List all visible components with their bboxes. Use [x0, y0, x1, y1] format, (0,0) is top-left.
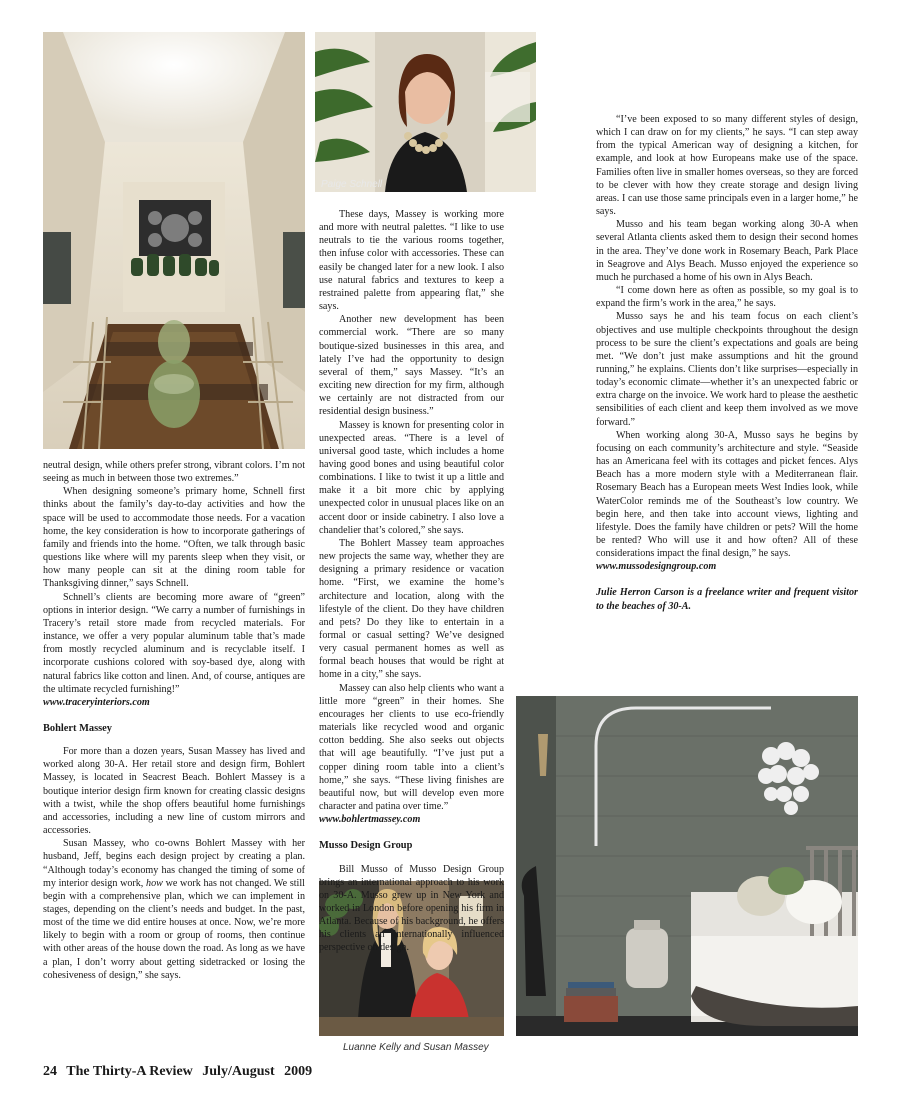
paragraph: These days, Massey is working more and more with neutral palettes. “I like to use neutrals to tie the various rooms together, then infuse color with accessories. These can easily be changed later for a new look. I also use natural fabrics and textures to keep a restrained palette from appearing flat,” she says. — [319, 209, 504, 313]
paragraph: Another new development has been commercial work. “There are so many boutique-sized businesses in this area, and lately I’ve had the opportunity to design several of them,” says Massey. “It’s an exciting new direction for my firm, although we certainly are not distracted from our residential design business.” — [319, 314, 504, 418]
paragraph: Susan Massey, who co-owns Bohlert Massey with her husband, Jeff, begins each design project by creating a plan. “Although today’s economy has changed the timing of some of my interior design work, how we work has not changed. We still begin with a comprehensive plan, which we can implement in stages, depending on the client’s needs and budget. In the past, most of the time we did entire houses at once. Now, we’re more likely to begin with a room or group of rooms, then continue with other areas of the house down the road. As long as we have a plan, I don’t worry about getting sidetracked or losing the cohesiveness of design,” she says. — [43, 838, 305, 981]
link-musso[interactable]: www.mussodesigngroup.com — [596, 561, 717, 573]
paragraph: neutral design, while others prefer strong, vibrant colors. I’m not seeing as much in between those two extremes.” — [43, 460, 305, 485]
page-footer — [43, 1064, 318, 1080]
dining-room-photo — [43, 32, 305, 449]
portrait-photo — [315, 32, 536, 192]
paragraph: When designing someone’s primary home, Schnell first thinks about the family’s day-to-day activities and how the space will be used to accommodate those needs. For a vacation home, the key consideration is how to incorporate gatherings of family and friends into the home. “Often, we talk through basic questions like where will my parents sleep when they visit, or how many people can sit at the dining room table for Thanksgiving dinner,” says Schnell. — [43, 486, 305, 590]
paragraph: Massey is known for presenting color in unexpected areas. “There is a level of universal good taste, which includes a home having good bones and using beautiful color combinations. I like to twist it up a little and make it a bit more chic by applying unexpected color in unusual places like on an accent door or inside cabinetry. I also love a chandelier that’s colored,” she says. — [319, 419, 504, 536]
column-1 — [43, 459, 305, 982]
column-3 — [596, 113, 858, 613]
paragraph: Bill Musso of Musso Design Group brings an international approach to his work on 30-A. Musso grew up in New York and worked in London before opening his firm in Atlanta. Because of his background, he offers his clients an internationally influenced perspective on design. — [319, 863, 504, 954]
link-tracery[interactable]: www.traceryinteriors.com — [43, 696, 150, 708]
publication-name: The Thirty-A Review — [66, 1064, 193, 1079]
paragraph: Massey can also help clients who want a little more “green” in their homes. She encourages her clients to use eco-friendly materials like recycled wood and organic cotton bedding. She also seeks out objects that will age beautifully. “I’ve just put a copper dining room table into a client’s home,” she says. “These living finishes are beautiful now, but will develop even more character and patina over time.” — [319, 682, 504, 813]
issue-year: 2009 — [284, 1064, 313, 1079]
paragraph: The Bohlert Massey team approaches new projects the same way, whether they are designing a primary residence or vacation home. “First, we examine the home’s architecture and location, along with the lifestyle of the client. Do they have children and pets? Do they like to entertain in a formal or casual setting? We’ve designed very casual permanent homes as well as formal beach houses that would be right at home in a city,” she says. — [319, 537, 504, 681]
paragraph: “I’ve been exposed to so many different styles of design, which I can draw on for my clients,” he says. “I can step away from the typical American way of designing a kitchen, for example, and look at how Europeans make use of the space. Families often live in smaller homes overseas, so they are forced to be clever with how they create storage and design living areas. I can use those same principals even in a larger home,” he says. — [596, 114, 858, 218]
paragraph: Schnell’s clients are becoming more aware of “green” options in interior design. “We carry a number of furnishings in Tracery’s retail store made from recycled materials. For instance, we offer a very popular aluminum table that’s made from mostly recycled aluminum and is recyclable itself. I incorporate cushions colored with soy-based dye, along with natural fabrics like cotton and linen. And, of course, antiques are the ultimate recycled furnishing!” — [43, 591, 305, 695]
issue-month: July/August — [202, 1064, 275, 1079]
paragraph: Musso says he and his team focus on each client’s objectives and use multiple checkpoints throughout the design process to be sure the client’s expectations and goals are being met. “We don’t just make assumptions and hit the ground running,” he explains. Clients don’t like surprises—especially in today’s economic climate—whether it’s an unexpected fabric or extra charge on the invoice. We work hard to please the aesthetic sensibilities of each client and keep them involved as we move forward.” — [596, 311, 858, 428]
column-2 — [319, 208, 504, 955]
section-heading-musso: Musso Design Group — [319, 840, 413, 852]
paragraph: For more than a dozen years, Susan Massey has lived and worked along 30-A. Her retail store and design firm, Bohlert Massey, is located in Seacrest Beach. Bohlert Massey is a boutique interior design firm known for creating classic designs with a twist, while the shop offers beautiful home furnishings and accessories, including a new line of custom mirrors and accessories. — [43, 746, 305, 837]
paragraph: “I come down here as often as possible, so my goal is to expand the firm’s work in the area,” he says. — [596, 285, 858, 310]
page-number: 24 — [43, 1064, 57, 1079]
paragraph: Musso and his team began working along 30-A when several Atlanta clients asked them to design their second homes in the area. They’ve done work in Rosemary Beach, Park Place in Seagrove and Alys Beach. Musso enjoyed the experience so much he purchased a home of his own in Alys Beach. — [596, 219, 858, 283]
living-room-photo — [516, 696, 858, 1036]
portrait-caption: Paige Schnell — [321, 179, 383, 190]
author-byline: Julie Herron Carson is a freelance writer and frequent visitor to the beaches of 30-A. — [596, 587, 858, 612]
duo-caption: Luanne Kelly and Susan Massey — [343, 1042, 489, 1053]
link-bohlertmassey[interactable]: www.bohlertmassey.com — [319, 814, 421, 826]
paragraph: When working along 30-A, Musso says he begins by focusing on each community’s architecture and style. “Seaside has an Americana feel with its cottages and picket fences. Alys Beach has a more modern style with a Mediterranean flair. Rosemary Beach has a European meets West Indies look, while WaterColor reminds me of the Southeast’s low country. We begin here, and then take into account views, lighting and lifestyle. Does the family have children or pets? Will the home be rented? Who will use it and how often? All of these considerations impact the final design,” he says. — [596, 429, 858, 560]
section-heading-bohlert-massey: Bohlert Massey — [43, 722, 112, 734]
